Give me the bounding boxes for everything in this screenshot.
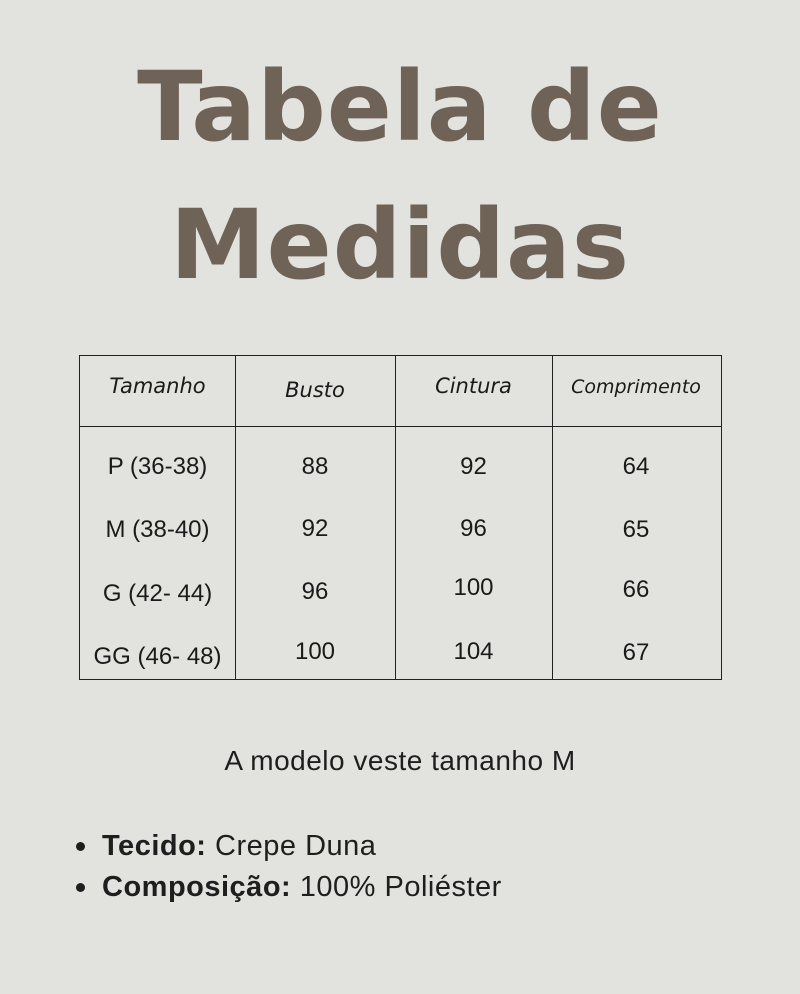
- detail-value: 100% Poliéster: [299, 871, 502, 903]
- cell-busto: 100: [294, 638, 336, 665]
- cell-cintura: 100: [453, 574, 494, 601]
- cell-cintura: 92: [460, 453, 487, 480]
- header-busto: Busto: [285, 378, 345, 402]
- list-item: [74, 867, 502, 908]
- cell-size: GG (46- 48): [93, 643, 222, 670]
- detail-value: Crepe Duna: [215, 830, 377, 862]
- list-item: [74, 826, 502, 867]
- size-table: [79, 355, 722, 680]
- cell-comprimento: 66: [622, 576, 650, 603]
- header-divider: [80, 426, 721, 427]
- fabric-details-list: [74, 826, 502, 908]
- cell-busto: 92: [301, 515, 329, 542]
- detail-label: Tecido:: [102, 830, 207, 862]
- model-size-note: A modelo veste tamanho M: [224, 745, 576, 776]
- header-comprimento: Comprimento: [571, 376, 701, 398]
- cell-comprimento: 65: [622, 516, 650, 543]
- bullet-dot-icon: [76, 842, 85, 851]
- page-title-line-1: Tabela de: [137, 51, 663, 163]
- cell-size: M (38-40): [105, 516, 210, 543]
- detail-label: Composição:: [102, 871, 292, 903]
- cell-busto: 96: [301, 578, 329, 605]
- cell-cintura: 96: [460, 515, 487, 542]
- cell-comprimento: 67: [622, 639, 650, 666]
- header-tamanho: Tamanho: [109, 374, 206, 398]
- page-title-line-2: Medidas: [170, 189, 630, 301]
- cell-cintura: 104: [453, 638, 494, 665]
- cell-size: G (42- 44): [102, 580, 213, 607]
- header-cintura: Cintura: [435, 374, 512, 398]
- bullet-dot-icon: [76, 883, 85, 892]
- cell-busto: 88: [301, 453, 329, 480]
- cell-size: P (36-38): [107, 453, 208, 480]
- cell-comprimento: 64: [622, 453, 650, 480]
